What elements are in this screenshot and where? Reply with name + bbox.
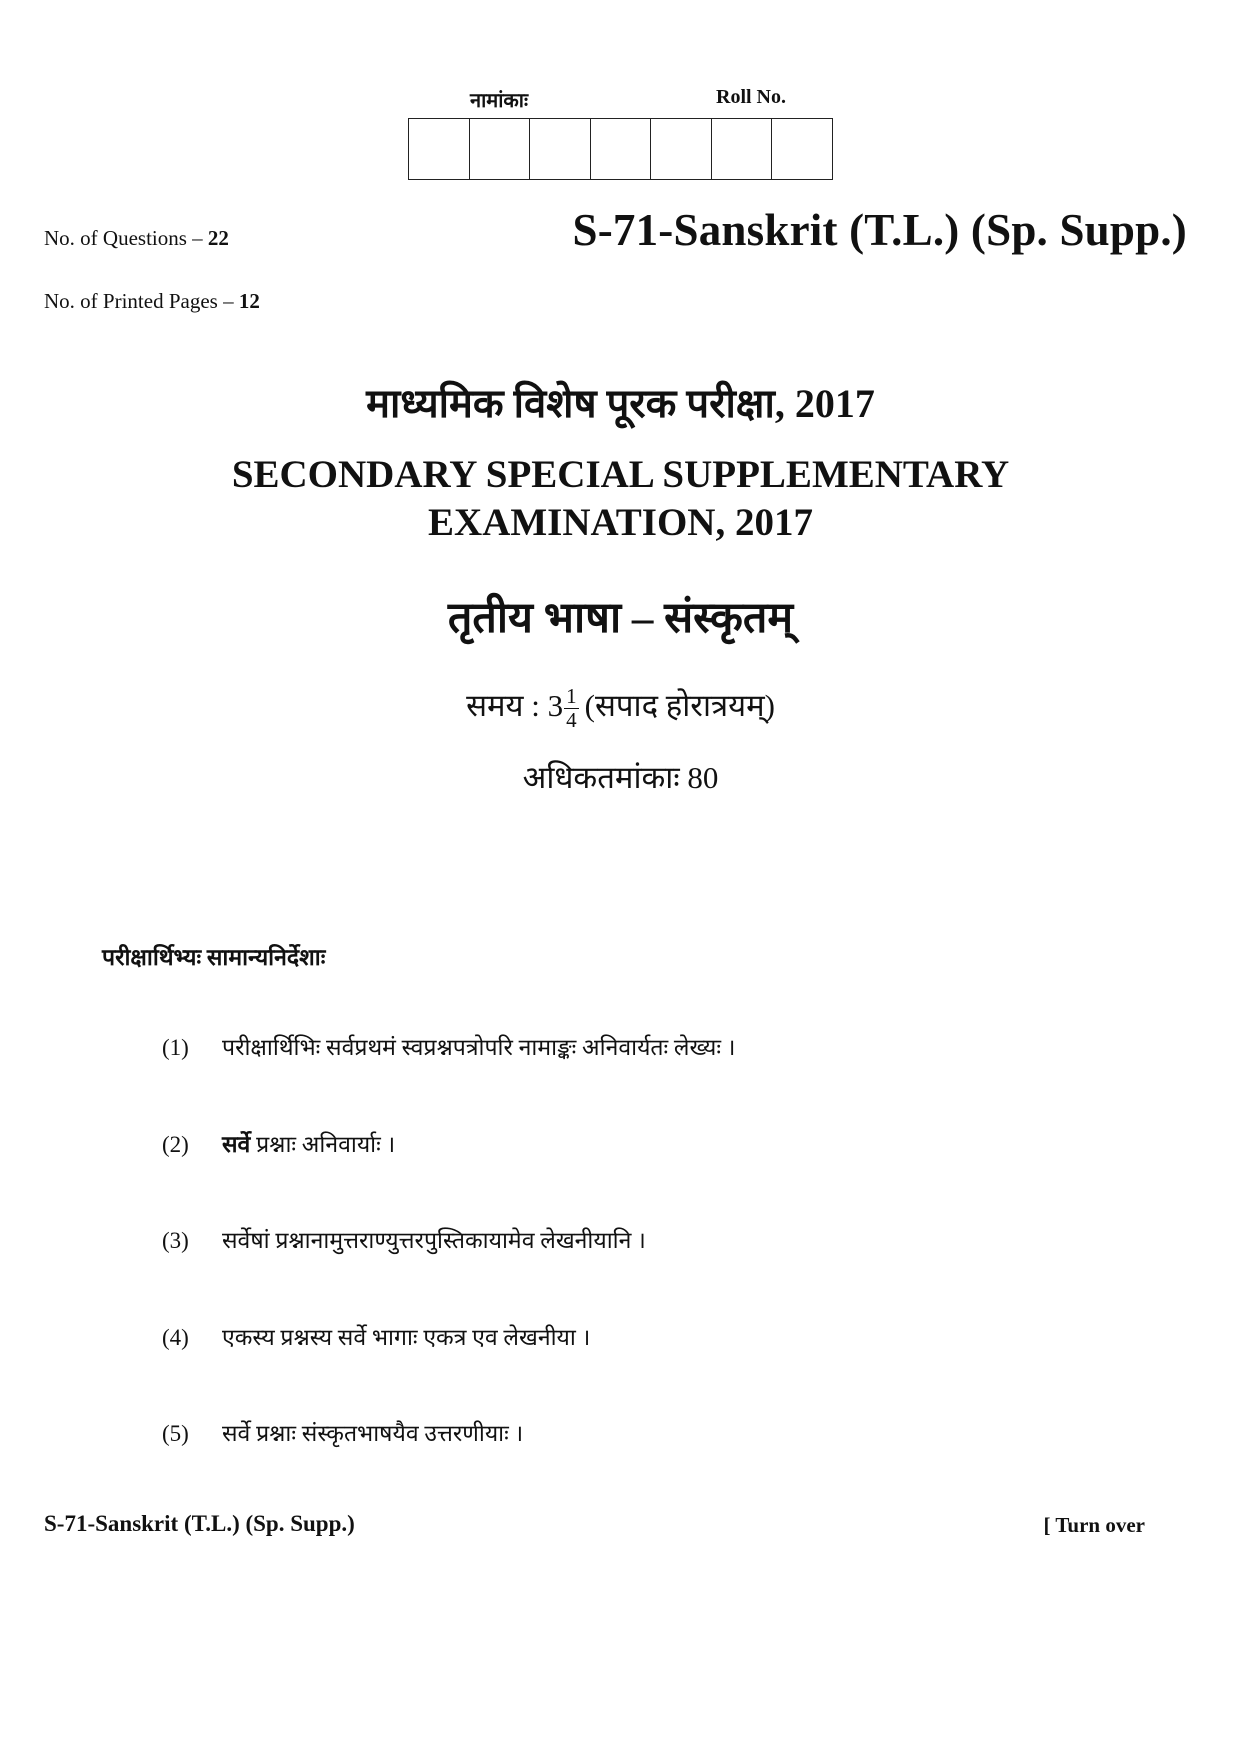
instruction-number: (2): [162, 1132, 189, 1157]
instruction-item: [162, 1030, 735, 1062]
max-marks: अधिकतमांकाः 80: [522, 760, 719, 795]
footer-paper-code: S-71-Sanskrit (T.L.) (Sp. Supp.): [44, 1511, 355, 1536]
instruction-number: (3): [162, 1228, 189, 1253]
instruction-number: (1): [162, 1035, 189, 1060]
pages-label: No. of Printed Pages –: [44, 289, 234, 313]
roll-box[interactable]: [651, 119, 712, 179]
subject-title: तृतीय भाषा – संस्कृतम्: [447, 595, 794, 642]
time-duration: [0, 684, 1241, 731]
time-label: समय :: [466, 688, 540, 723]
instruction-text: एकस्य प्रश्नस्य सर्वे भागाः एकत्र एव लेखनीया ।: [222, 1325, 591, 1350]
instruction-item: [162, 1223, 646, 1255]
questions-label: No. of Questions –: [44, 226, 203, 250]
instructions-heading: परीक्षार्थिभ्यः सामान्यनिर्देशाः: [102, 945, 326, 970]
roll-box[interactable]: [772, 119, 833, 179]
roll-label-english: Roll No.: [716, 86, 786, 108]
instruction-number: (4): [162, 1325, 189, 1350]
roll-box[interactable]: [470, 119, 531, 179]
instruction-bold-text: सर्वे: [222, 1132, 251, 1157]
instruction-item: [162, 1320, 590, 1352]
pages-count: [44, 289, 260, 314]
instruction-text: सर्वे प्रश्नाः संस्कृतभाषयैव उत्तरणीयाः ।: [222, 1421, 524, 1446]
exam-title-hindi: माध्यमिक विशेष पूरक परीक्षा, 2017: [366, 381, 875, 426]
instruction-text: परीक्षार्थिभिः सर्वप्रथमं स्वप्रश्नपत्रोपरि नामाङ्कः अनिवार्यतः लेख्यः ।: [222, 1035, 736, 1060]
roll-box[interactable]: [591, 119, 652, 179]
roll-number-boxes[interactable]: [408, 118, 833, 180]
roll-label-hindi: नामांकाः: [470, 90, 528, 112]
paper-code: S-71-Sanskrit (T.L.) (Sp. Supp.): [572, 205, 1187, 255]
exam-title-english-line2: EXAMINATION, 2017: [428, 501, 813, 544]
instruction-item: [162, 1416, 523, 1448]
questions-value: 22: [207, 226, 229, 250]
fraction-numerator: 1: [566, 684, 577, 709]
instruction-text: प्रश्नाः अनिवार्याः ।: [250, 1132, 396, 1157]
roll-box[interactable]: [712, 119, 773, 179]
exam-title-english-line1: SECONDARY SPECIAL SUPPLEMENTARY: [231, 453, 1010, 496]
time-fraction: [564, 686, 579, 731]
questions-count: [44, 226, 229, 251]
fraction-denominator: 4: [566, 708, 577, 733]
instruction-item: [162, 1127, 395, 1159]
time-text: (सपाद होरात्रयम्): [584, 688, 775, 723]
instruction-text: सर्वेषां प्रश्नानामुत्तराण्युत्तरपुस्तिकायामेव लेखनीयानि ।: [222, 1228, 646, 1253]
roll-box[interactable]: [409, 119, 470, 179]
turn-over-note: [ Turn over: [1043, 1513, 1145, 1537]
instruction-number: (5): [162, 1421, 189, 1446]
pages-value: 12: [238, 289, 260, 313]
time-whole: 3: [547, 688, 564, 723]
roll-box[interactable]: [530, 119, 591, 179]
